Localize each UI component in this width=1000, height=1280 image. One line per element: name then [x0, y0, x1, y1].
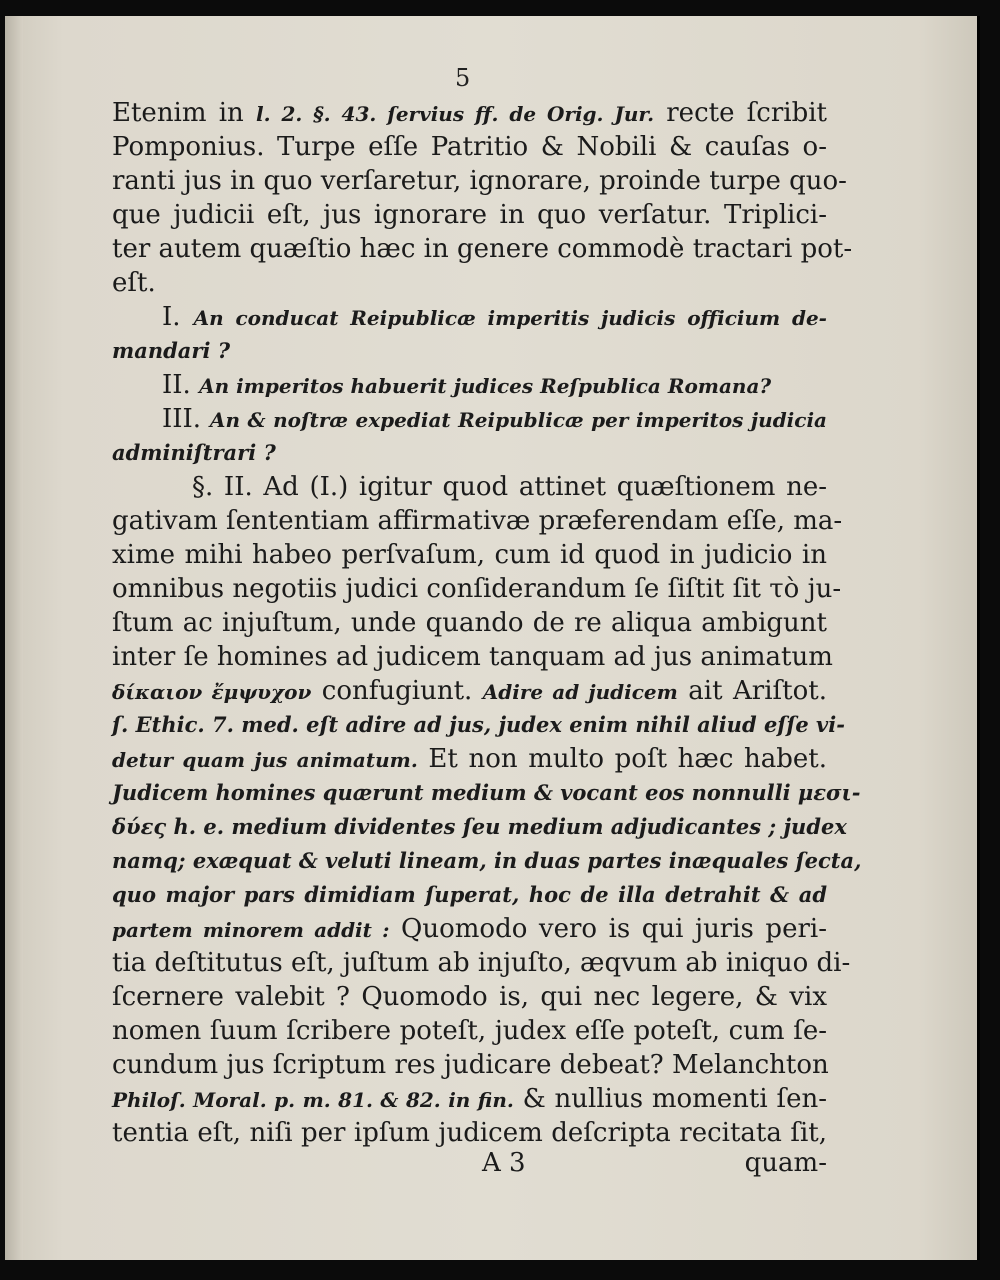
text-run: & nullius momenti ſen- — [513, 1084, 827, 1114]
text-run: III. — [162, 404, 210, 434]
text-line: Judicem homines quærunt medium & vocant eos nonnulli μεσι- — [112, 780, 861, 805]
text-line — [112, 742, 827, 776]
italic-citation: An & noſtræ expediat Reipublicæ per imperitos judicia — [209, 408, 828, 432]
text-line: namq; exæquat & veluti lineam, in duas partes inæquales ſecta, — [112, 848, 862, 873]
text-line: δύες h. e. medium dividentes ſeu medium adjudicantes ; judex — [112, 814, 847, 839]
text-line: omnibus negotiis judici conſiderandum ſe ſiſtit ſit τὸ ju- — [112, 574, 842, 604]
text-line — [112, 402, 827, 436]
scanned-page — [5, 16, 980, 1260]
text-line — [112, 674, 827, 708]
text-run: I. — [162, 302, 194, 332]
text-line — [112, 912, 827, 946]
text-line — [112, 300, 827, 334]
signature-mark: A 3 — [482, 1148, 526, 1178]
text-run: ait Ariſtot. — [677, 676, 827, 706]
text-line: xime mihi habeo perſvaſum, cum id quod in judicio in — [112, 540, 827, 570]
text-run: Etenim in — [112, 98, 256, 128]
text-line: Pomponius. Turpe eſſe Patritio & Nobili & cauſas o- — [112, 132, 827, 162]
text-line: ter autem quæſtio hæc in genere commodè tractari pot- — [112, 234, 853, 264]
binding-gutter — [5, 16, 23, 1260]
catchword: quam- — [744, 1148, 827, 1178]
text-line: adminiſtrari ? — [112, 440, 276, 465]
text-run: Et non multo poſt hæc habet. — [417, 744, 828, 774]
text-line: ſ. Ethic. 7. med. eſt adire ad jus, judex enim nihil aliud eſſe vi- — [112, 712, 845, 737]
page-footer — [112, 1146, 827, 1180]
text-line: nomen ſuum ſcribere poteſt, judex eſſe poteſt, cum ſe- — [112, 1016, 827, 1046]
page-paper — [5, 16, 977, 1260]
italic-citation: Philoſ. Moral. p. m. 81. & 82. in fin. — [112, 1088, 514, 1112]
text-line: ranti jus in quo verſaretur, ignorare, proinde turpe quo- — [112, 166, 847, 196]
text-line: ſtum ac injuſtum, unde quando de re aliqua ambigunt — [112, 608, 827, 638]
italic-citation: δίκαιον ἔμψυχον — [112, 680, 312, 704]
body-text — [112, 96, 862, 1150]
text-line: eſt. — [112, 268, 156, 298]
page-number: 5 — [455, 64, 471, 92]
text-line: tia deſtitutus eſt, juſtum ab injuſto, æqvum ab iniquo di- — [112, 948, 851, 978]
text-run: recte ſcribit — [654, 98, 827, 128]
text-line: que judicii eſt, jus ignorare in quo verſatur. Triplici- — [112, 200, 827, 230]
text-line: mandari ? — [112, 338, 231, 363]
text-line: cundum jus ſcriptum res judicare debeat? Melanchton — [112, 1050, 829, 1080]
text-run: Quomodo vero is qui juris peri- — [389, 914, 827, 944]
italic-citation: Adire ad judicem — [482, 680, 678, 704]
text-line: quo major pars dimidiam ſuperat, hoc de illa detrahit & ad — [112, 882, 827, 907]
italic-citation: l. 2. §. 43. ſervius ff. de Orig. Jur. — [255, 102, 655, 126]
text-line — [112, 96, 827, 130]
text-line — [112, 368, 827, 402]
italic-citation: An conducat Reipublicæ imperitis judicis officium de- — [193, 306, 827, 330]
text-line: ſcernere valebit ? Quomodo is, qui nec legere, & vix — [112, 982, 827, 1012]
text-run: confugiunt. — [311, 676, 483, 706]
italic-citation: An imperitos habuerit judices Reſpublica Romana? — [199, 374, 772, 398]
text-line: gativam ſententiam affirmativæ præferendam eſſe, ma- — [112, 506, 843, 536]
italic-citation: partem minorem addit : — [112, 918, 390, 942]
text-run: II. — [162, 370, 200, 400]
text-line: inter ſe homines ad judicem tanquam ad jus animatum — [112, 642, 833, 672]
text-line: §. II. Ad (I.) igitur quod attinet quæſtionem ne- — [192, 472, 827, 502]
italic-citation: detur quam jus animatum. — [112, 748, 418, 772]
text-line: tentia eſt, niſi per ipſum judicem deſcripta recitata ſit, — [112, 1118, 827, 1148]
text-line — [112, 1082, 827, 1116]
